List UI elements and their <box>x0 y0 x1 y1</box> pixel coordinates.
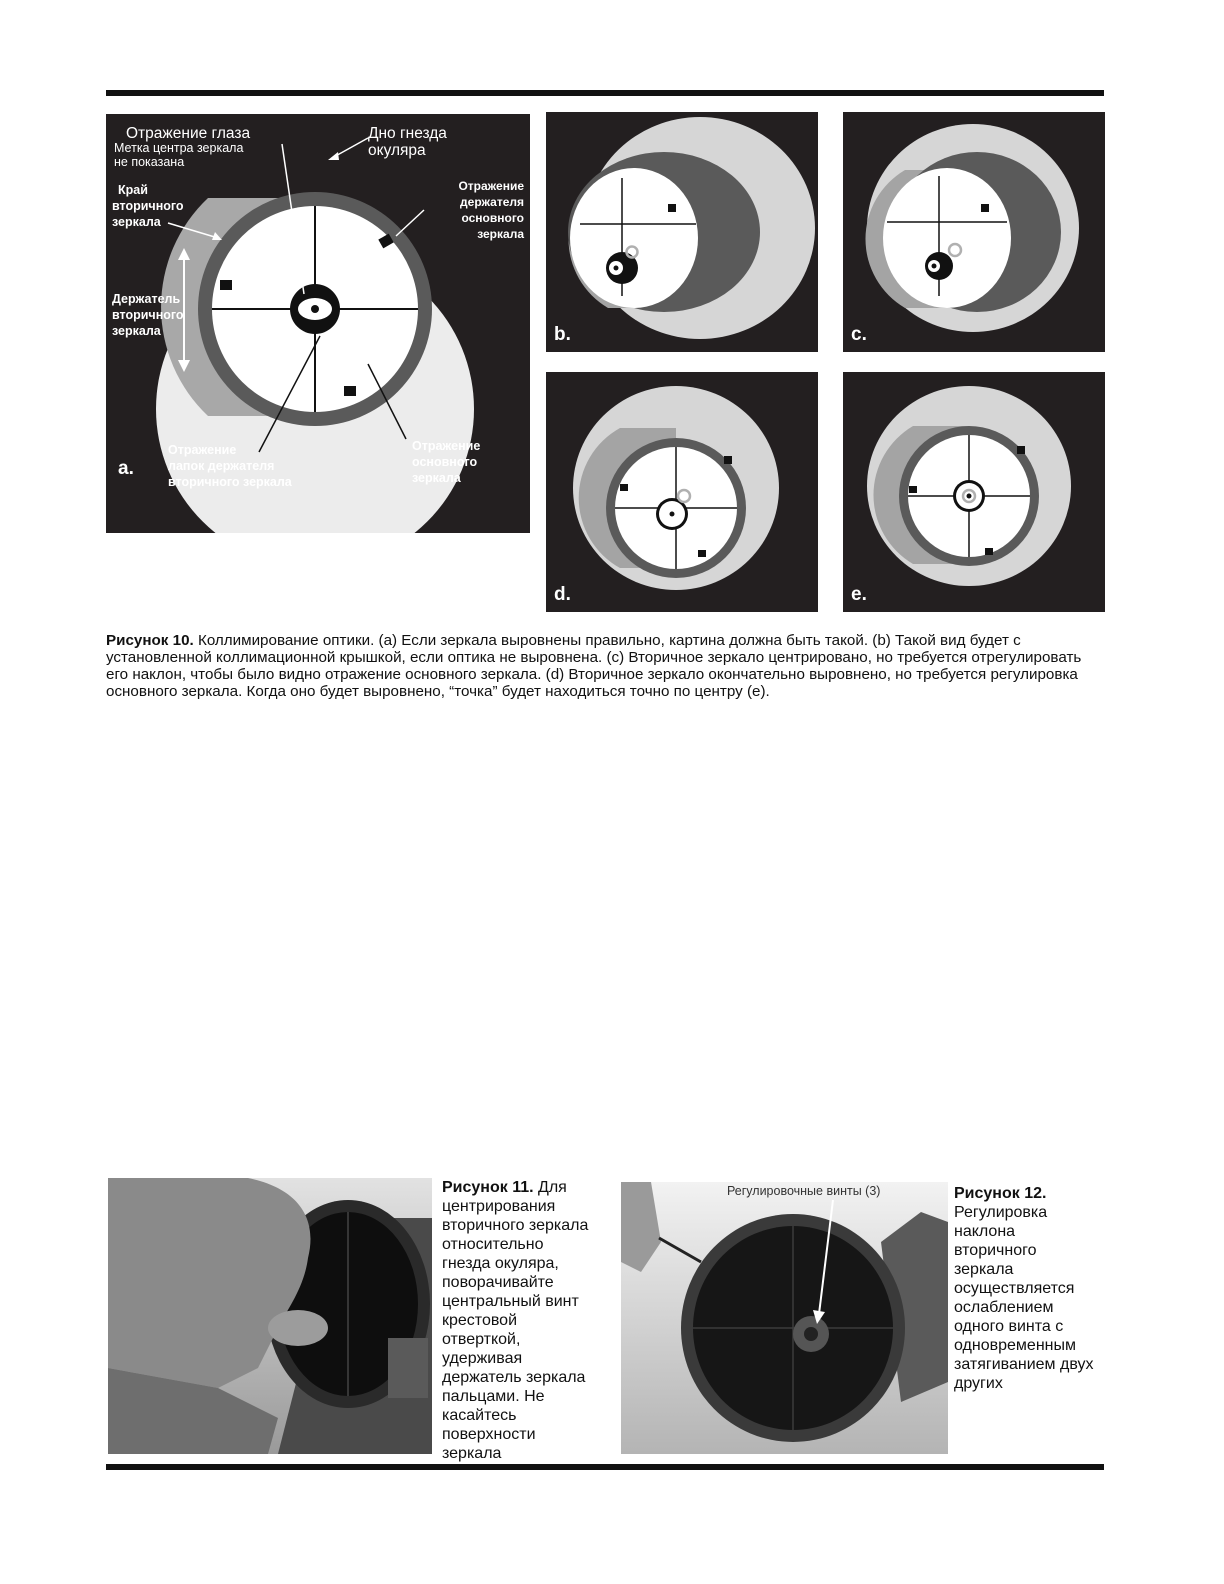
clip-1 <box>1017 446 1025 454</box>
label-vanes-3: вторичного зеркала <box>168 475 292 489</box>
panel-c-diagram <box>843 112 1105 352</box>
figure10-caption <box>106 632 1106 700</box>
label-vanes-1: Отражение <box>168 443 237 457</box>
figure10-caption-bold: Рисунок 10. <box>106 632 194 649</box>
clip-2 <box>620 484 628 491</box>
label-primary-clips-2: держателя <box>460 195 524 209</box>
label-secondary-edge-3: зеркала <box>112 215 161 229</box>
clip-3 <box>698 550 706 557</box>
center-dot <box>932 264 937 269</box>
primary-clip-3 <box>344 386 356 396</box>
arrow-focuser-icon <box>328 152 339 160</box>
label-primary-reflection-2: основного <box>412 455 478 469</box>
center-dot <box>670 512 675 517</box>
panel-b-letter: b. <box>554 324 571 345</box>
figure12-caption <box>954 1184 1094 1393</box>
figure12-photo <box>621 1182 948 1454</box>
label-secondary-edge-2: вторичного <box>112 199 184 213</box>
center-dot <box>614 266 619 271</box>
panel-e-letter: e. <box>851 584 867 605</box>
primary-mirror-area <box>570 168 698 308</box>
label-primary-reflection-3: зеркала <box>412 471 461 485</box>
panel-d-diagram <box>546 372 818 612</box>
figure11-caption <box>442 1178 590 1463</box>
clip <box>981 204 989 212</box>
label-secondary-holder-2: вторичного <box>112 308 184 322</box>
label-primary-clips-3: основного <box>461 211 524 225</box>
panel-e-diagram <box>843 372 1105 612</box>
label-center-mark-2: не показана <box>114 155 185 169</box>
panel-a-diagram <box>106 114 530 533</box>
eye-pupil-icon <box>311 305 319 313</box>
figure10-panel-b <box>546 112 818 352</box>
label-primary-reflection-1: Отражение <box>412 439 481 453</box>
panel-b-diagram <box>546 112 818 352</box>
clip-3 <box>985 548 993 555</box>
top-rule <box>106 90 1104 96</box>
label-primary-clips-4: зеркала <box>477 227 524 241</box>
label-secondary-holder-3: зеркала <box>112 324 161 338</box>
figure12-caption-text: Регулировка наклона вторичного зеркала осуществляется ослаблением одного винта с одновременным затягиванием двух других <box>954 1204 1094 1392</box>
figure10-panel-d <box>546 372 818 612</box>
figure10-caption-text: Коллимирование оптики. (a) Если зеркала выровнены правильно, картина должна быть такой. (b) Такой вид будет с установленной коллимационной крышкой, если оптика не выровнена. (c) Вторичное зеркало центрировано, но требуется отрегулировать его наклон, чтобы было видно отражение основного зеркала. (d) Вторичное зеркало окончательно выровнено, но требуется регулировка основного зеркала. Когда оно будет выровнено, “точка” будет находиться точно по центру (e). <box>106 632 1082 700</box>
figure11-photo <box>108 1178 432 1454</box>
label-focuser-bottom-2: окуляра <box>368 142 426 159</box>
figure11-photo-illustration <box>108 1178 432 1454</box>
figure11-caption-text: Для центрирования вторичного зеркала относительно гнезда окуляра, поворачивайте центральный винт крестовой отверткой, удерживая держатель зеркала пальцами. Не касайтесь поверхности зеркала <box>442 1179 589 1462</box>
pointer-primary-clip <box>396 210 424 236</box>
label-secondary-edge-1: Край <box>118 183 148 197</box>
label-primary-clips-1: Отражение <box>458 179 524 193</box>
center-screw <box>804 1327 818 1341</box>
panel-c-letter: c. <box>851 324 867 345</box>
figure12-photo-illustration <box>621 1182 948 1454</box>
panel-d-letter: d. <box>554 584 571 605</box>
figure10-panel-e <box>843 372 1105 612</box>
clip-1 <box>724 456 732 464</box>
clip-2 <box>909 486 917 493</box>
focuser <box>388 1338 428 1398</box>
center-dot <box>967 494 972 499</box>
panel-a-letter: a. <box>118 458 134 479</box>
label-focuser-bottom-1: Дно гнезда <box>368 125 447 142</box>
figure11-caption-bold: Рисунок 11. <box>442 1179 534 1196</box>
label-eye-reflection: Отражение глаза <box>126 125 251 142</box>
primary-clip-2 <box>220 280 232 290</box>
figure12-caption-bold: Рисунок 12. <box>954 1185 1047 1202</box>
label-vanes-2: лапок держателя <box>168 459 275 473</box>
bottom-rule <box>106 1464 1104 1470</box>
label-secondary-holder-1: Держатель <box>112 292 181 306</box>
fingers <box>268 1310 328 1346</box>
adjustment-screws-label: Регулировочные винты (3) <box>727 1184 881 1198</box>
figure10-panel-c <box>843 112 1105 352</box>
label-center-mark-1: Метка центра зеркала <box>114 141 244 155</box>
clip <box>668 204 676 212</box>
primary-mirror-area <box>883 168 1011 308</box>
figure10-panel-a <box>106 114 530 533</box>
